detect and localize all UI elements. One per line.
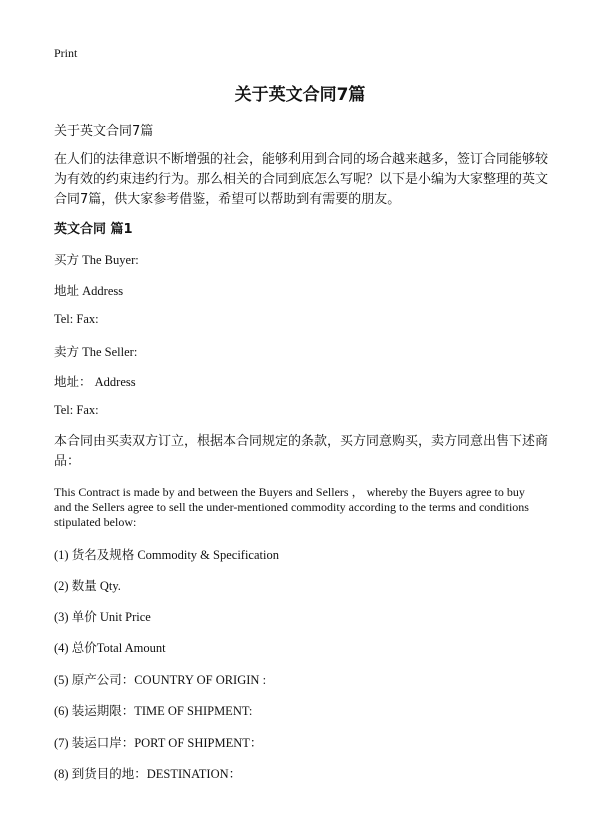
item-port-of-shipment: (7) 装运口岸：PORT OF SHIPMENT：	[54, 736, 263, 750]
document-subtitle: 关于英文合同7篇	[54, 124, 154, 139]
item-commodity: (1) 货名及规格 Commodity & Specification	[54, 548, 279, 562]
buyer-line: 买方 The Buyer:	[54, 253, 139, 267]
seller-line: 卖方 The Seller:	[54, 345, 138, 359]
seller-address-line: 地址： Address	[54, 375, 136, 389]
seller-telfax-line: Tel: Fax:	[54, 403, 99, 417]
buyer-telfax-line: Tel: Fax:	[54, 312, 99, 326]
section-heading: 英文合同 篇1	[54, 222, 133, 237]
agreement-en-paragraph: This Contract is made by and between the Buyers and Sellers ， whereby the Buyers agree to buy and the Sellers agree to sell the under-mentioned commodity according to the terms and conditions stipulated below:	[54, 485, 529, 529]
agreement-cn-paragraph: 本合同由买卖双方订立，根据本合同规定的条款，买方同意购买，卖方同意出售下述商品：	[54, 434, 549, 469]
item-destination: (8) 到货目的地：DESTINATION：	[54, 767, 242, 781]
item-quantity: (2) 数量 Qty.	[54, 579, 121, 593]
page-title: 关于英文合同7篇	[234, 85, 366, 105]
buyer-address-line: 地址 Address	[54, 284, 124, 298]
item-unit-price: (3) 单价 Unit Price	[54, 610, 151, 624]
item-country-of-origin: (5) 原产公司：COUNTRY OF ORIGIN :	[54, 673, 267, 687]
intro-paragraph: 在人们的法律意识不断增强的社会，能够利用到合同的场合越来越多，签订合同能够较为有效的约束违约行为。那么相关的合同到底怎么写呢？以下是小编为大家整理的英文合同7篇，供大家参考借鉴，希望可以帮助到有需要的朋友。	[54, 152, 549, 207]
item-total-amount: (4) 总价Total Amount	[54, 641, 166, 655]
print-label[interactable]: Print	[54, 46, 78, 60]
item-time-of-shipment: (6) 装运期限：TIME OF SHIPMENT:	[54, 704, 253, 718]
